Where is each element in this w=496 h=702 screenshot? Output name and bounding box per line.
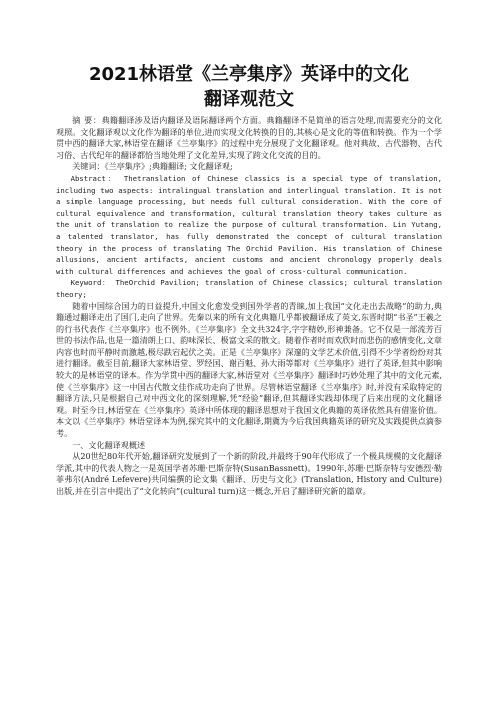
section-1-heading: 一、文化翻译观概述 [72, 439, 146, 450]
abstract-cn-text: 典籍翻译涉及语内翻译及语际翻译两个方面。典籍翻译不是简单的语言处理,而需要充分的文化观照。文化翻译观以文化作为翻译的单位,进而实现文化转换的目的,其核心是文化的等值和转换。作为一个学贯中西的翻译大家,林语堂在翻译《兰亭集序》的过程中充分展现了文化翻译观。他对典故、古代器物、古代习俗、古代纪年的翻译都恰当地处理了文化差异,实现了跨文化交流的目的。 [56, 115, 442, 160]
keywords-en-text: TheOrchid Pavilion; translation of Chinese classics; cultural translation theory; [56, 278, 442, 299]
title-line-2: 翻译观范文 [204, 89, 294, 110]
abstract-en-text: Thetranslation of Chinese classics is a special type of translation, including two aspects: intralingual translation and interlingual translation. It is not a simple language processing, but needs full cultural consideration. With the core of cultural equivalence and transformation, cultural translation theory takes culture as the unit of translation to realize the purpose of cultural transformation. Lin Yutang, a talented translator, has fully demonstrated the concept of cultural translation theory in the process of translating The Orchid Pavilion. His translation of Chinese allusions, ancient artifacts, ancient customs and ancient chronology properly deals with cultural differences and achieves the goal of cross-cultural communication. [56, 173, 442, 276]
keywords-cn-label: 关键词： [72, 161, 105, 172]
intro-paragraph: 随着中国综合国力的日益提升,中国文化愈发受到国外学者的青睐,加上我国“文化走出去战略”的助力,典籍通过翻译走出了国门,走向了世界。先秦以来的所有文化典籍几乎都被翻译成了英文,东晋时期“书圣”王羲之的行书代表作《兰亭集序》也不例外。《兰亭集序》全文共324字,字字精妙,形神兼备。它不仅是一部流芳百世的书法作品,也是一篇清朗上口、韵味深长、极富文采的散文。随着作者时而欢欣时而悲伤的感情变化,文章内容也时而平静时而激越,极尽跌宕起伏之美。正是《兰亭集序》深邃的文学艺术价值,引得不少学者纷纷对其进行翻译。截至目前,翻译大家林语堂、罗经国、谢百魁、孙大雨等都对《兰亭集序》进行了英译,但其中影响较大的是林语堂的译本。作为学贯中西的翻译大家,林语堂对《兰亭集序》翻译时巧妙处理了其中的文化元素,使《兰亭集序》这一中国古代散文佳作成功走向了世界。尽管林语堂翻译《兰亭集序》时,并没有采取特定的翻译方法,只是根据自己对中西文化的深刻理解,凭“经验”翻译,但其翻译实践却体现了后来出现的文化翻译观。时至今日,林语堂在《兰亭集序》英译中所体现的翻译思想对于我国文化典籍的英译依然具有借鉴价值。本文以《兰亭集序》林语堂译本为例,探究其中的文化翻译,期冀为今后我国典籍英译的研究及实践提供点滴参考。 [56, 300, 442, 439]
abstract-cn-label: 摘 要： [72, 115, 102, 125]
keywords-cn-text: 《兰亭集序》;典籍翻译; 文化翻译观; [104, 161, 233, 172]
document-title [56, 62, 442, 112]
keywords-en-label: Keyword： [70, 278, 111, 288]
document-page [56, 62, 442, 498]
section-1-paragraph: 从20世纪80年代开始,翻译研究发展到了一个新的阶段,并最终于90年代形成了一个极具规模的文化翻译学派,其中的代表人物之一是英国学者苏珊·巴斯奈特(SusanBassnett)。1990年,苏珊·巴斯奈特与安德烈·勒菲弗尔(André Lefevere)共同编撰的论文集《翻译、历史与文化》(Translation, History and Culture)出版,并在引言中提出了“文化转向”(cultural turn)这一概念,开启了翻译研究新的篇章。 [56, 451, 442, 496]
abstract-cn [56, 115, 442, 161]
document-body [56, 115, 442, 498]
title-line-1: 2021林语堂《兰亭集序》英译中的文化 [88, 64, 410, 85]
keywords-en [56, 277, 442, 300]
keywords-cn [56, 161, 442, 173]
abstract-en-label: Abstract： [70, 173, 118, 183]
abstract-en [56, 173, 442, 277]
